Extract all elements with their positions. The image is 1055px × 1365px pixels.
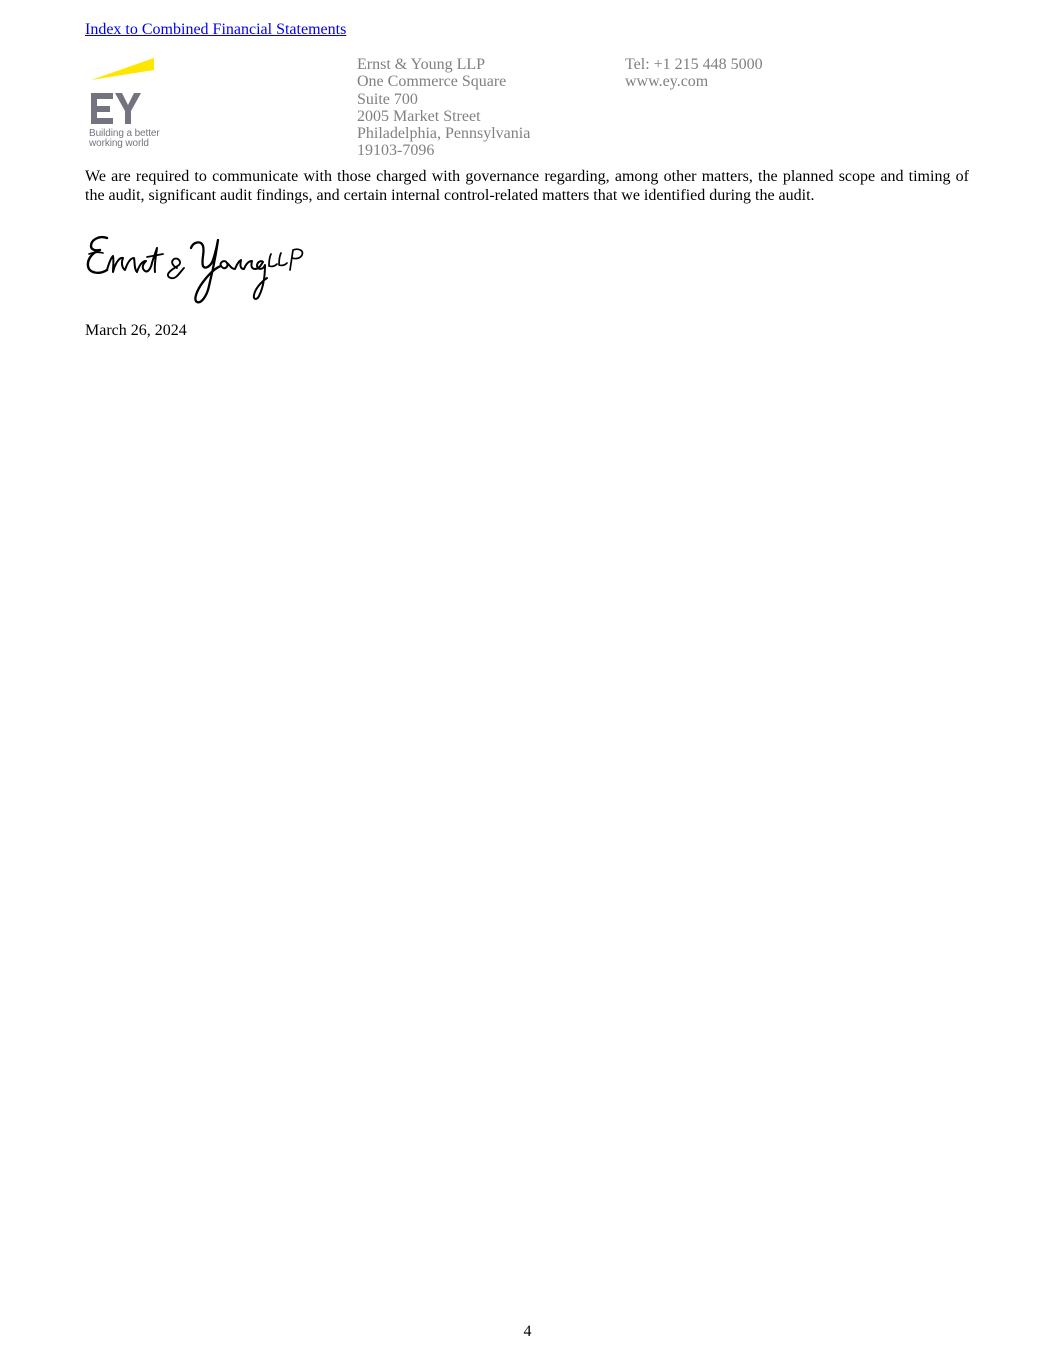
- ey-logo: [88, 58, 178, 158]
- index-to-combined-financial-statements-link[interactable]: Index to Combined Financial Statements: [85, 21, 347, 38]
- address-line-building: One Commerce Square: [357, 73, 507, 91]
- ey-logo-tagline: [89, 129, 160, 149]
- page-number: 4: [523, 1323, 532, 1340]
- ernst-young-signature: [85, 232, 310, 308]
- ey-logo-mark: [88, 58, 178, 128]
- firm-contact-block: [625, 56, 763, 91]
- report-date: March 26, 2024: [85, 322, 187, 339]
- address-line-suite: Suite 700: [357, 90, 418, 108]
- ey-logo-tagline-line-2: working world: [89, 138, 149, 149]
- address-line-street: 2005 Market Street: [357, 107, 481, 125]
- address-line-city-state: Philadelphia, Pennsylvania: [357, 125, 531, 143]
- firm-name: Ernst & Young LLP: [357, 56, 486, 73]
- firm-telephone: Tel: +1 215 448 5000: [625, 56, 763, 73]
- firm-website: www.ey.com: [625, 73, 709, 91]
- address-line-zip: 19103-7096: [357, 142, 435, 160]
- governance-communication-paragraph: We are required to communicate with those charged with governance regarding, among other matters, the planned scope and timing of the audit, significant audit findings, and certain internal control-related matters that we identified during the audit.: [85, 168, 969, 204]
- firm-address-block: [357, 56, 530, 160]
- ey-logo-tagline-line-1: Building a better: [89, 128, 160, 139]
- ey-logo-accent-beam: [91, 58, 154, 80]
